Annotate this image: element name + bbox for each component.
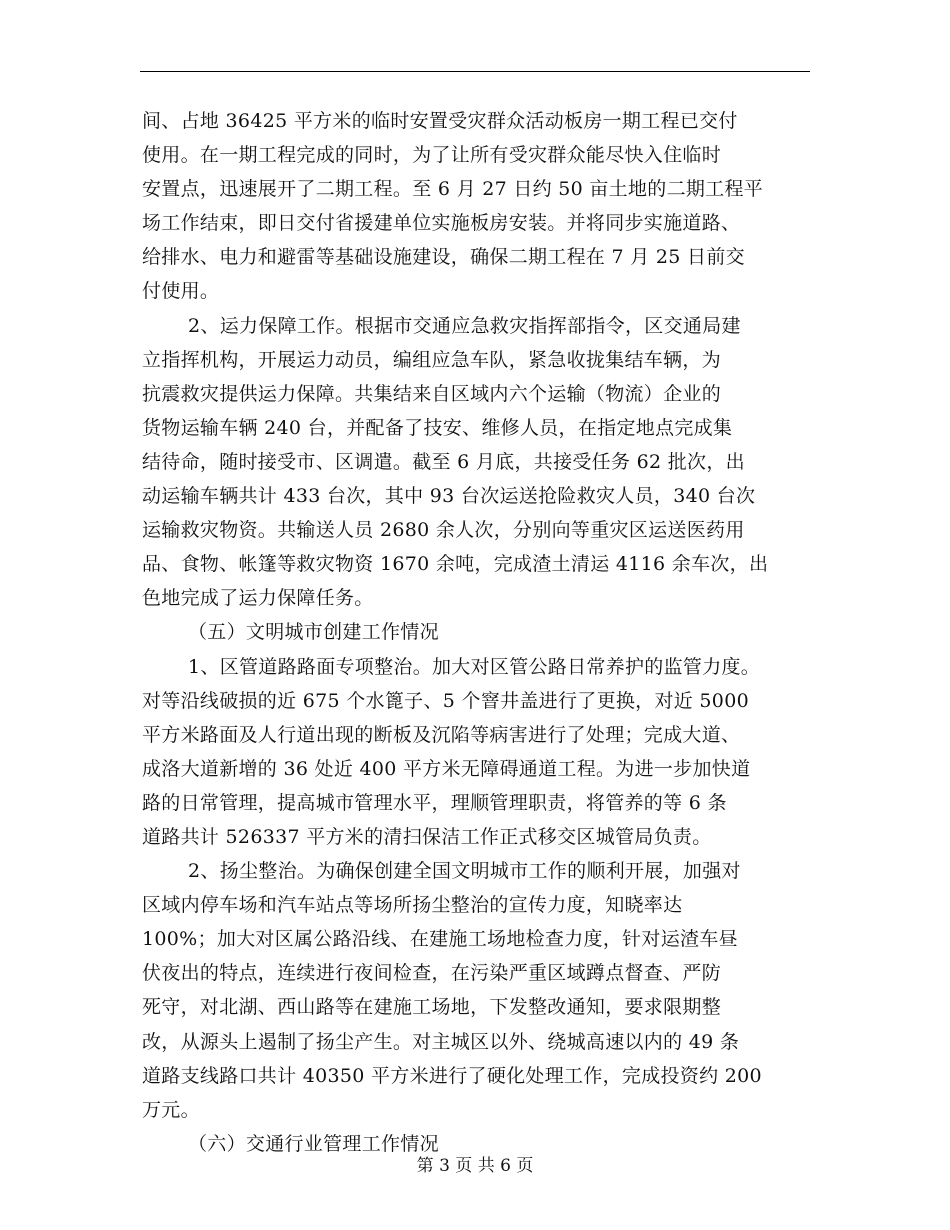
text-line: 结待命，随时接受市、区调遣。截至 6 月底，共接受任务 62 批次，出 bbox=[142, 450, 745, 473]
text-line: 道路支线路口共计 40350 平方米进行了硬化处理工作，完成投资约 200 bbox=[142, 1064, 762, 1087]
text-line: 立指挥机构，开展运力动员，编组应急车队，紧急收拢集结车辆，为 bbox=[142, 348, 722, 371]
text-line: 使用。在一期工程完成的同时，为了让所有受灾群众能尽快入住临时 bbox=[142, 144, 722, 167]
text-line: 间、占地 36425 平方米的临时安置受灾群众活动板房一期工程已交付 bbox=[142, 110, 738, 132]
text-line: 色地完成了运力保障任务。 bbox=[142, 587, 374, 610]
text-line: 死守，对北湖、西山路等在建施工场地，下发整改通知，要求限期整 bbox=[142, 996, 722, 1019]
text-line: 对等沿线破损的近 675 个水篦子、5 个窨井盖进行了更换，对近 5000 bbox=[142, 689, 749, 712]
paragraph-start-line: 1、区管道路路面专项整治。加大对区管公路日常养护的监管力度。 bbox=[188, 655, 761, 678]
text-line: 场工作结束，即日交付省援建单位实施板房安装。并将同步实施道路、 bbox=[142, 212, 741, 235]
text-line: 安置点，迅速展开了二期工程。至 6 月 27 日约 50 亩土地的二期工程平 bbox=[142, 178, 764, 201]
text-line: 伏夜出的特点，连续进行夜间检查，在污染严重区域蹲点督查、严防 bbox=[142, 962, 722, 985]
text-line: 100%；加大对区属公路沿线、在建施工场地检查力度，针对运渣车昼 bbox=[142, 928, 738, 951]
text-line: 道路共计 526337 平方米的清扫保洁工作正式移交区城管局负责。 bbox=[142, 825, 712, 848]
body-text bbox=[142, 104, 842, 1161]
section-heading: （六）交通行业管理工作情况 bbox=[188, 1132, 439, 1155]
paragraph-start-line: 2、运力保障工作。根据市交通应急救灾指挥部指令，区交通局建 bbox=[188, 314, 741, 337]
text-line: 路的日常管理，提高城市管理水平，理顺管理职责，将管养的等 6 条 bbox=[142, 791, 727, 814]
paragraph-start-line: 2、扬尘整治。为确保创建全国文明城市工作的顺利开展，加强对 bbox=[188, 860, 741, 883]
text-line: 动运输车辆共计 433 台次，其中 93 台次运送抢险救灾人员，340 台次 bbox=[142, 485, 756, 508]
text-line: 品、食物、帐篷等救灾物资 1670 余吨，完成渣土清运 4116 余车次，出 bbox=[142, 553, 769, 576]
text-line: 运输救灾物资。共输送人员 2680 余人次，分别向等重灾区运送医药用 bbox=[142, 519, 745, 542]
text-line: 成洛大道新增的 36 处近 400 平方米无障碍通道工程。为进一步加快道 bbox=[142, 757, 751, 780]
section-heading: （五）文明城市创建工作情况 bbox=[188, 621, 439, 644]
text-line: 万元。 bbox=[142, 1098, 200, 1121]
header-rule bbox=[140, 71, 810, 72]
text-line: 货物运输车辆 240 台，并配备了技安、维修人员，在指定地点完成集 bbox=[142, 416, 733, 439]
page-footer: 第 3 页 共 6 页 bbox=[416, 1156, 534, 1176]
text-line: 平方米路面及人行道出现的断板及沉陷等病害进行了处理；完成大道、 bbox=[142, 723, 741, 746]
text-line: 区域内停车场和汽车站点等场所扬尘整治的宣传力度，知晓率达 bbox=[142, 894, 683, 917]
text-line: 付使用。 bbox=[142, 280, 220, 303]
text-line: 改，从源头上遏制了扬尘产生。对主城区以外、绕城高速以内的 49 条 bbox=[142, 1030, 740, 1053]
text-line: 给排水、电力和避雷等基础设施建设，确保二期工程在 7 月 25 日前交 bbox=[142, 246, 745, 269]
text-line: 抗震救灾提供运力保障。共集结来自区域内六个运输（物流）企业的 bbox=[142, 382, 722, 405]
